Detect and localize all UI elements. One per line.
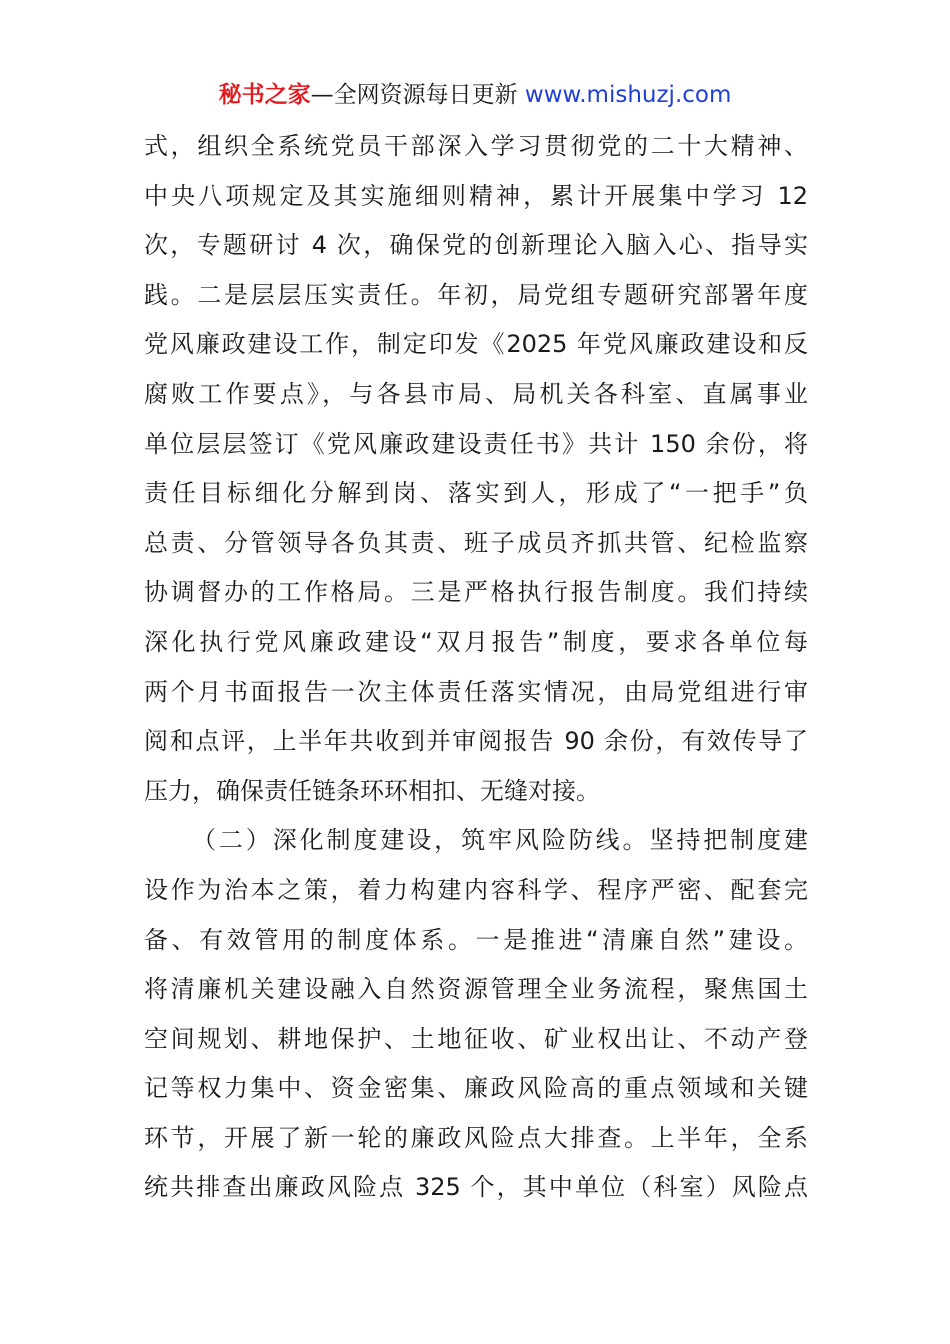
body-line: 式，组织全系统党员干部深入学习贯彻党的二十大精神、 [144, 132, 808, 160]
body-line: 单位层层签订《党风廉政建设责任书》共计 150 余份，将 [144, 429, 808, 458]
body-line: 阅和点评，上半年共收到并审阅报告 90 余份，有效传导了 [144, 727, 808, 756]
body-line: 践。二是层层压实责任。年初，局党组专题研究部署年度 [144, 280, 808, 309]
header-tagline: —全网资源每日更新 [310, 82, 525, 108]
body-line: 空间规划、耕地保护、土地征收、矿业权出让、不动产登 [144, 1024, 808, 1053]
body-line: 责任目标细化分解到岗、落实到人，形成了“一把手”负 [144, 479, 808, 508]
brand-name: 秘书之家 [218, 82, 311, 108]
body-line: 深化执行党风廉政建设“双月报告”制度，要求各单位每 [144, 627, 808, 656]
site-header [0, 78, 950, 112]
body-line: 环节，开展了新一轮的廉政风险点大排查。上半年，全系 [144, 1123, 808, 1152]
document-body [144, 122, 808, 1213]
body-line: 统共排查出廉政风险点 325 个，其中单位（科室）风险点 [144, 1173, 808, 1202]
section-heading-line: （二）深化制度建设，筑牢风险防线。坚持把制度建 [192, 826, 808, 855]
body-line: 党风廉政建设工作，制定印发《2025 年党风廉政建设和反 [144, 330, 808, 359]
body-line: 两个月书面报告一次主体责任落实情况，由局党组进行审 [144, 677, 808, 706]
body-line: 协调督办的工作格局。三是严格执行报告制度。我们持续 [144, 578, 808, 607]
body-line: 压力，确保责任链条环环相扣、无缝对接。 [144, 776, 600, 805]
body-line: 中央八项规定及其实施细则精神，累计开展集中学习 12 [144, 181, 808, 210]
body-line: 将清廉机关建设融入自然资源管理全业务流程，聚焦国土 [144, 975, 808, 1004]
body-line: 总责、分管领导各负其责、班子成员齐抓共管、纪检监察 [144, 528, 808, 557]
body-line: 记等权力集中、资金密集、廉政风险高的重点领域和关键 [144, 1074, 808, 1103]
body-line: 备、有效管用的制度体系。一是推进“清廉自然”建设。 [144, 925, 808, 954]
body-line: 腐败工作要点》，与各县市局、局机关各科室、直属事业 [144, 379, 808, 408]
body-line: 设作为治本之策，着力构建内容科学、程序严密、配套完 [144, 875, 808, 904]
site-url-link[interactable]: www.mishuzj.com [524, 82, 732, 108]
body-line: 次，专题研讨 4 次，确保党的创新理论入脑入心、指导实 [144, 231, 808, 260]
